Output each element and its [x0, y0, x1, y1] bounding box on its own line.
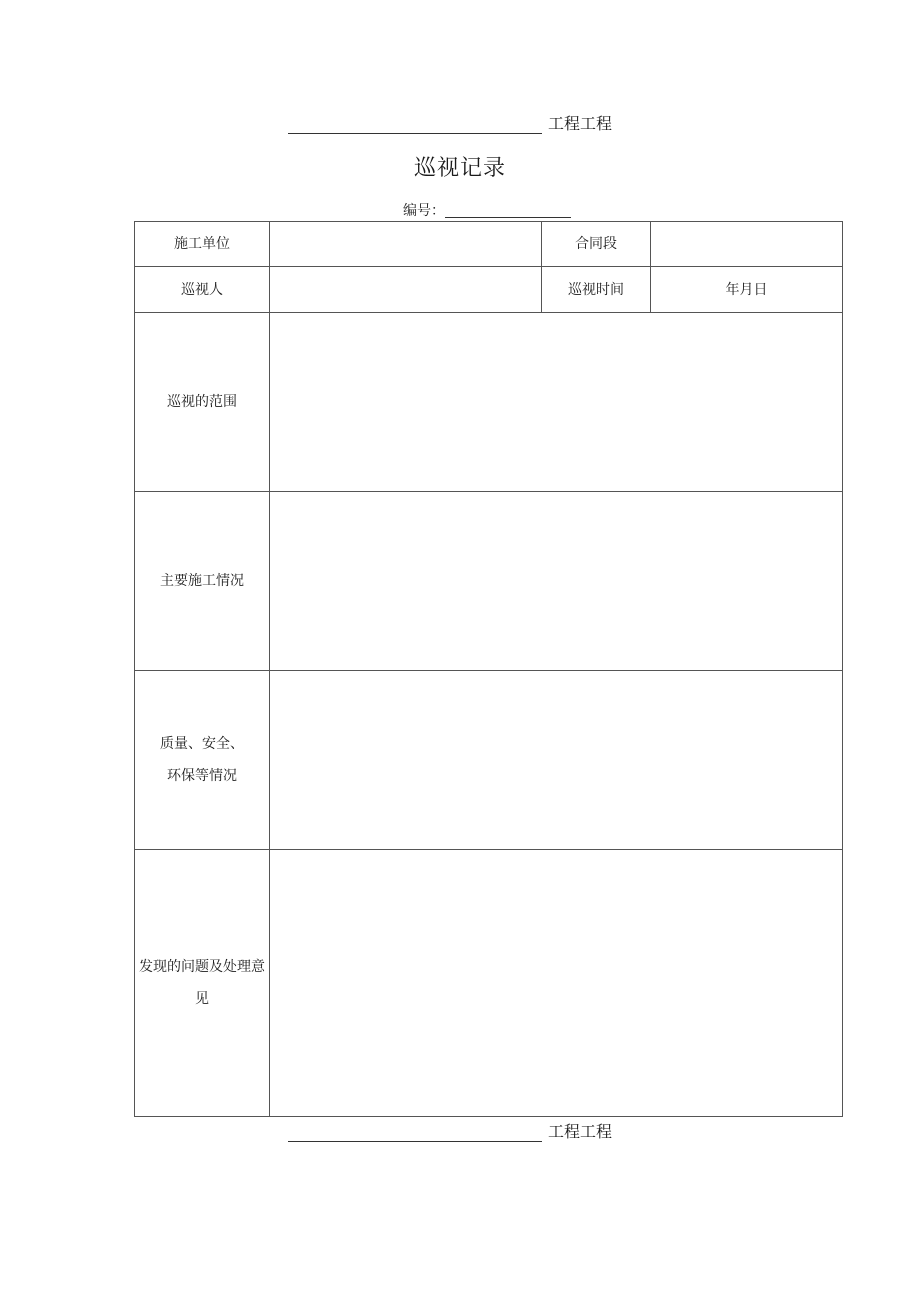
quality-safety-value[interactable] [270, 671, 843, 850]
project-name-suffix: 工程工程 [548, 114, 613, 133]
quality-safety-label-line2: 环保等情况 [167, 768, 237, 784]
page-title: 巡视记录 [413, 156, 506, 181]
main-construction-value[interactable] [270, 492, 843, 671]
form-row-issues [135, 850, 843, 1117]
inspection-time-label: 巡视时间 [542, 267, 651, 313]
issues-label-line1: 发现的问题及处理意 [139, 959, 265, 975]
project-name-footer [0, 1121, 920, 1145]
quality-safety-label-line1: 质量、安全、 [160, 736, 244, 752]
footer-project-name-suffix: 工程工程 [548, 1122, 613, 1141]
inspection-scope-label: 巡视的范围 [135, 313, 270, 492]
inspection-scope-value[interactable] [270, 313, 843, 492]
form-row-unit [135, 222, 843, 267]
inspector-value[interactable] [270, 267, 542, 313]
inspector-label: 巡视人 [135, 267, 270, 313]
construction-unit-value[interactable] [270, 222, 542, 267]
serial-number-field [403, 202, 571, 220]
inspection-form-table [134, 221, 843, 1117]
construction-unit-label: 施工单位 [135, 222, 270, 267]
project-name-header [0, 113, 920, 137]
form-row-construction [135, 492, 843, 671]
form-row-scope [135, 313, 843, 492]
form-row-quality [135, 671, 843, 850]
form-row-inspector [135, 267, 843, 313]
project-name-blank[interactable] [288, 113, 542, 134]
footer-project-name-blank[interactable] [288, 1121, 542, 1142]
contract-section-value[interactable] [651, 222, 843, 267]
main-construction-label: 主要施工情况 [135, 492, 270, 671]
contract-section-label: 合同段 [542, 222, 651, 267]
issues-value[interactable] [270, 850, 843, 1117]
serial-number-blank[interactable] [445, 202, 571, 218]
inspection-date-value[interactable]: 年月日 [651, 267, 843, 313]
serial-number-label: 编号： [403, 203, 445, 219]
quality-safety-label [135, 671, 270, 850]
issues-label-line2: 见 [195, 991, 209, 1007]
issues-label [135, 850, 270, 1117]
